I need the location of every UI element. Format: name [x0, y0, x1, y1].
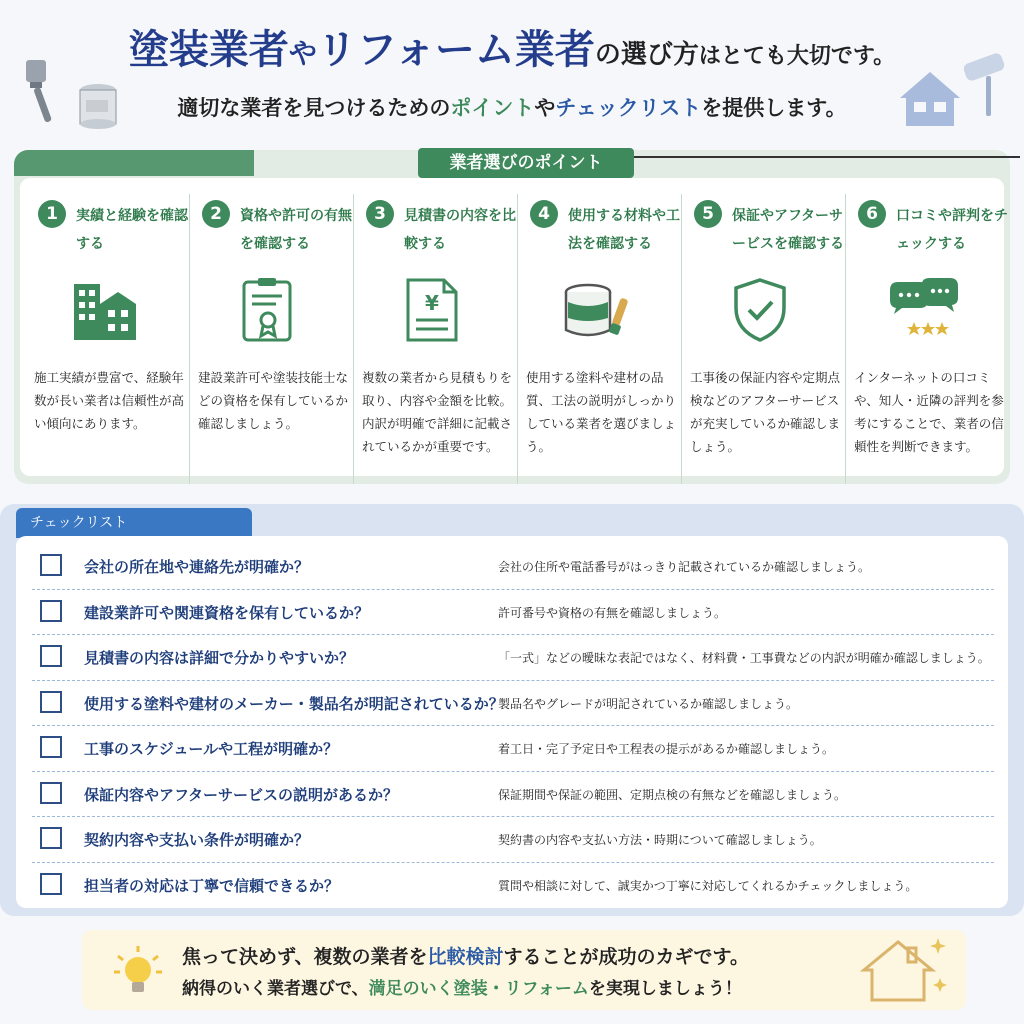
- point-number: 2: [202, 200, 230, 228]
- subtitle-part: チェックリスト: [555, 96, 702, 120]
- title-part: リフォーム業者: [316, 27, 595, 73]
- point-card: [682, 194, 846, 484]
- checklist-row: [32, 726, 994, 772]
- house-sparkle-icon: [858, 934, 950, 1006]
- checklist-question: 担当者の対応は丁寧で信頼できるか？: [84, 876, 340, 895]
- title-part: の選び方: [594, 40, 699, 70]
- checklist-note: 着工日・完了予定日や工程表の提示があるか確認しましょう。: [498, 742, 835, 756]
- footer-text: 比較検討: [427, 946, 504, 968]
- point-number: 3: [366, 200, 394, 228]
- checklist-question: 工事のスケジュールや工程が明確か？: [84, 740, 339, 758]
- point-title: 資格や許可の有無を確認する: [240, 208, 352, 252]
- point-card: [26, 194, 190, 484]
- page-title: [0, 18, 1024, 75]
- checkbox[interactable]: [40, 600, 62, 622]
- checklist-note: 許可番号や資格の有無を確認しましょう。: [498, 605, 727, 620]
- checklist-row: [32, 635, 994, 681]
- point-title: 見積書の内容を比較する: [404, 208, 516, 252]
- checklist-row: [32, 590, 994, 636]
- point-description: 工事後の保証内容や定期点検などのアフターサービスが充実しているか確認しましょう。: [690, 370, 841, 454]
- section-tab-decoration: [14, 150, 254, 176]
- footer-text: を実現しましょう！: [588, 979, 742, 999]
- checklist-question: 契約内容や支払い条件が明確か？: [84, 831, 310, 849]
- point-number: 6: [858, 200, 886, 228]
- point-description: 複数の業者から見積もりを取り、内容や金額を比較。内訳が明確で詳細に記載されているかが重要です。: [362, 370, 513, 454]
- header: [0, 0, 1024, 140]
- review-chat-icon: [888, 274, 960, 346]
- checklist-section: [0, 504, 1024, 916]
- point-card: [354, 194, 518, 484]
- footer-text: 焦って決めず、複数の業者を: [182, 946, 428, 968]
- building-icon: [68, 274, 140, 346]
- footer-text: 満足のいく塗装・リフォーム: [368, 979, 589, 999]
- point-number: 4: [530, 200, 558, 228]
- paint-can-brush-icon: [560, 274, 632, 346]
- subtitle-part: ポイント: [450, 96, 535, 120]
- checklist-note: 質問や相談に対して、誠実かつ丁寧に対応してくれるかチェックしましょう。: [498, 878, 918, 893]
- checklist-row: [32, 544, 994, 590]
- subtitle-part: を提供します。: [701, 96, 847, 120]
- point-card: [518, 194, 682, 484]
- checklist-heading: チェックリスト: [16, 508, 252, 538]
- point-title: 保証やアフターサービスを確認する: [732, 208, 844, 252]
- point-description: インターネットの口コミや、知人・近隣の評判を参考にすることで、業者の信頼性を判断できます。: [854, 370, 1004, 454]
- point-number: 1: [38, 200, 66, 228]
- checklist-question: 建設業許可や関連資格を保有しているか？: [84, 603, 370, 622]
- footer-text: することが成功のカギです。: [503, 946, 749, 968]
- checklist-note: 製品名やグレードが明記されているか確認しましょう。: [498, 696, 799, 711]
- checkbox[interactable]: [40, 873, 62, 895]
- footer-callout: [82, 930, 966, 1010]
- checklist-row: [32, 681, 994, 727]
- checklist-note: 会社の住所や電話番号がはっきり記載されているか確認しましょう。: [498, 560, 871, 574]
- points-columns: [26, 194, 1010, 484]
- estimate-document-icon: [396, 274, 468, 346]
- divider: [624, 156, 1020, 158]
- checklist-note: 保証期間や保証の範囲、定期点検の有無などを確認しましょう。: [498, 787, 847, 802]
- checkbox[interactable]: [40, 691, 62, 713]
- footer-line-2: [182, 974, 742, 999]
- checklist-question: 見積書の内容は詳細で分かりやすいか？: [84, 649, 355, 667]
- point-title: 口コミや評判をチェックする: [896, 208, 1008, 252]
- checkbox[interactable]: [40, 645, 62, 667]
- checkbox[interactable]: [40, 736, 62, 758]
- checkbox[interactable]: [40, 554, 62, 576]
- point-description: 使用する塗料や建材の品質、工法の説明がしっかりしている業者を選びましょう。: [526, 370, 677, 454]
- shield-check-icon: [724, 274, 796, 346]
- point-title: 実績と経験を確認する: [76, 208, 188, 252]
- point-title: 使用する材料や工法を確認する: [568, 208, 680, 252]
- checklist-question: 使用する塗料や建材のメーカー・製品名が明記されているか？: [84, 694, 504, 713]
- footer-line-1: [182, 942, 749, 969]
- point-description: 施工実績が豊富で、経験年数が長い業者は信頼性が高い傾向にあります。: [34, 370, 185, 431]
- checklist-row: [32, 863, 994, 909]
- point-card: [190, 194, 354, 484]
- checkbox[interactable]: [40, 782, 62, 804]
- checklist-question: 会社の所在地や連絡先が明確か？: [84, 558, 310, 576]
- svg-text:¥: ¥: [425, 291, 439, 315]
- checklist-note: 契約書の内容や支払い方法・時期について確認しましょう。: [498, 833, 822, 847]
- point-card: [846, 194, 1010, 484]
- points-section: [14, 150, 1010, 484]
- points-heading: 業者選びのポイント: [418, 148, 634, 178]
- title-part: はとても大切です。: [698, 44, 896, 69]
- footer-text: 納得のいく業者選びで、: [182, 979, 369, 999]
- point-number: 5: [694, 200, 722, 228]
- certificate-icon: [232, 274, 304, 346]
- checkbox[interactable]: [40, 827, 62, 849]
- subtitle-part: 適切な業者を見つけるための: [177, 96, 451, 120]
- lightbulb-icon: [112, 944, 164, 998]
- title-part: や: [288, 37, 317, 70]
- checklist-question: 保証内容やアフターサービスの説明があるか？: [84, 785, 398, 804]
- checklist-row: [32, 772, 994, 818]
- checklist-rows: [32, 544, 994, 908]
- point-description: 建設業許可や塗装技能士などの資格を保有しているか確認しましょう。: [198, 370, 349, 431]
- checklist-row: [32, 817, 994, 863]
- page-subtitle: [0, 92, 1024, 122]
- title-part: 塗装業者: [128, 27, 289, 73]
- subtitle-part: や: [534, 96, 556, 120]
- checklist-note: 「一式」などの曖昧な表記ではなく、材料費・工事費などの内訳が明確か確認しましょう。: [498, 651, 990, 665]
